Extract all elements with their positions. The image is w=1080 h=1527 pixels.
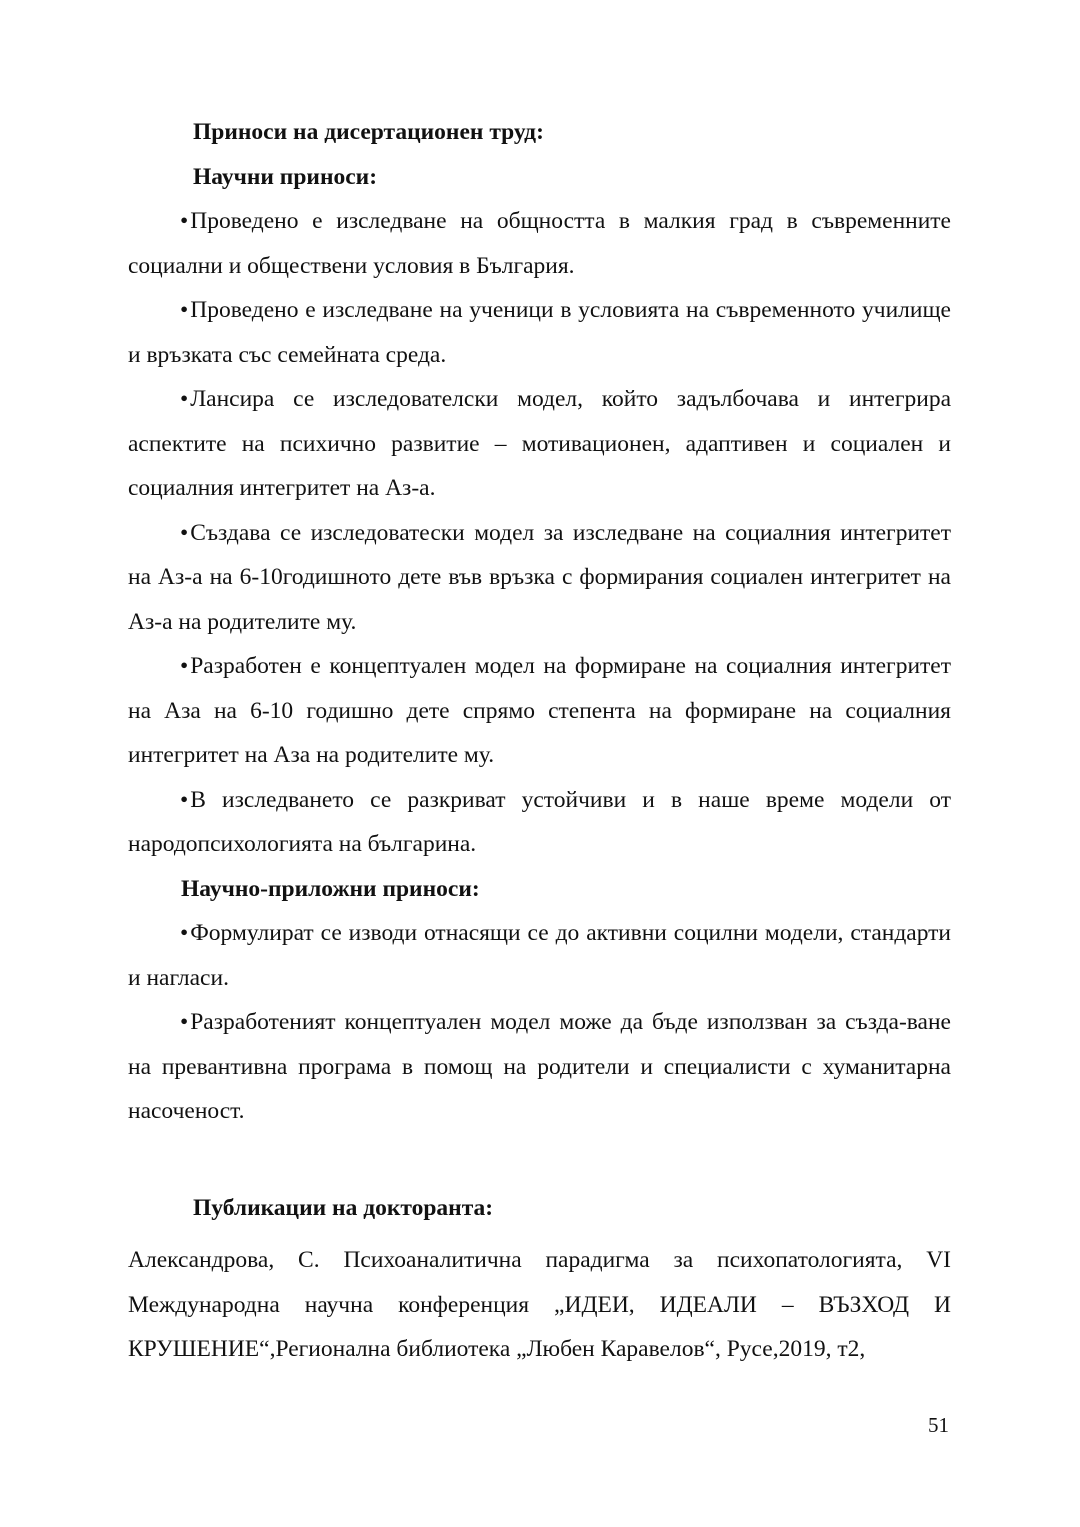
bullet-icon: •: [180, 653, 189, 679]
bullet-icon: •: [180, 1009, 189, 1035]
list-item: •Разработеният концептуален модел може да бъде използван за създа-ване на превантивна програма в помощ на родители и специалисти с хуманитарна насоченост.: [128, 1000, 951, 1134]
document-page: [128, 110, 951, 1372]
list-item: •Проведено е изследване на ученици в условията на съвременното училище и връзката със семейната среда.: [128, 288, 951, 377]
bullet-icon: •: [180, 297, 189, 323]
list-item: •Създава се изследоватески модел за изследване на социалния интегритет на Аз-а на 6-10годишното дете във връзка с формирания социален интегритет на Аз-а на родителите му.: [128, 511, 951, 645]
bullet-icon: •: [180, 786, 189, 813]
list-item: •Разработен е концептуален модел на формиране на социалния интегритет на Аза на 6-10 годишно дете спрямо степента на формиране на социалния интегритет на Аза на родителите му.: [128, 644, 951, 778]
page-number: 51: [928, 1413, 949, 1437]
applied-contributions-heading: Научно-приложни приноси:: [181, 875, 480, 902]
bullet-icon: •: [180, 920, 189, 946]
publications-heading: Публикации на докторанта:: [193, 1194, 494, 1221]
bullet-icon: •: [180, 208, 189, 234]
bullet-icon: •: [180, 386, 189, 412]
list-item: •Лансира се изследователски модел, който задълбочава и интегрира аспектите на психично развитие – мотивационен, адаптивен и социален и социалния интегритет на Аз-а.: [128, 377, 951, 511]
list-item: •Формулират се изводи отнасящи се до активни социлни модели, стандарти и нагласи.: [128, 911, 951, 1000]
bullet-icon: •: [180, 519, 189, 546]
list-item: •Проведено е изследване на общността в малкия град в съвременните социални и обществени условия в България.: [128, 199, 951, 288]
list-item: •В изследването се разкриват устойчиви и в наше време модели от народопсихологията на българина.: [128, 778, 951, 867]
scientific-contributions-heading: Научни приноси:: [193, 163, 378, 190]
contributions-title: Приноси на дисертационен труд:: [193, 119, 544, 145]
publication-entry: Александрова, С. Психоаналитична парадигма за психопатологията, VI Международна научна конференция „ИДЕИ, ИДЕАЛИ – ВЪЗХОД И КРУШЕНИЕ“,Регионална библиотека „Любен Каравелов“, Русе,2019, т2,: [128, 1247, 951, 1362]
